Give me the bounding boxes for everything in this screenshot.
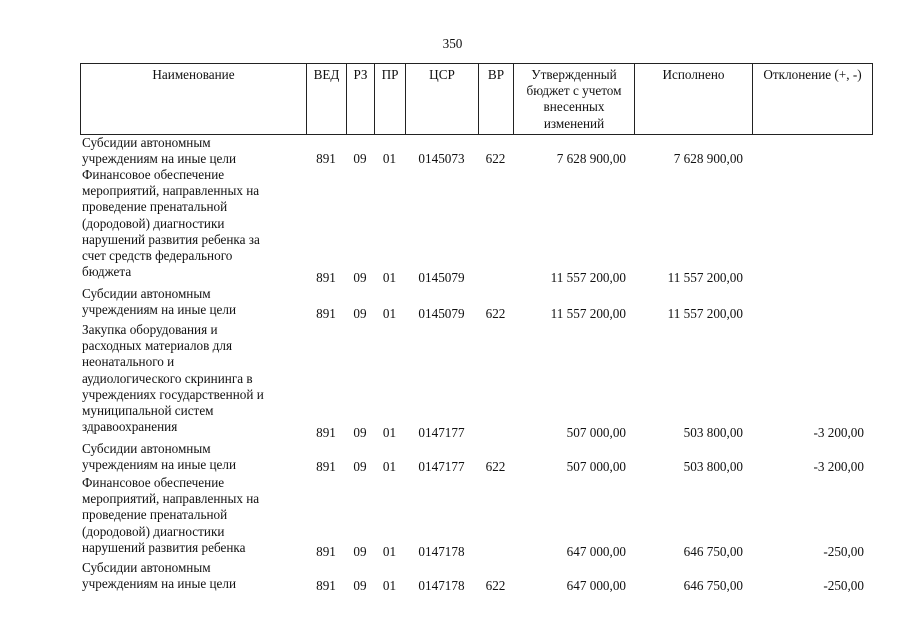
table-header xyxy=(80,63,873,135)
row-rz: 09 xyxy=(353,305,367,321)
row-ved: 891 xyxy=(316,269,336,285)
header-approved: Утвержденный бюджет с учетом внесенных изменений xyxy=(514,64,635,134)
row-pr: 01 xyxy=(382,577,397,593)
row-executed: 503 800,00 xyxy=(683,424,743,440)
row-name: Финансовое обеспечение мероприятий, направленных на проведение пренатальной (дородовой) диагностики нарушений развития ребенка xyxy=(82,475,260,555)
row-rz: 09 xyxy=(353,269,367,285)
row-pr: 01 xyxy=(382,543,397,559)
row-csr: 0147177 xyxy=(418,458,465,474)
row-pr: 01 xyxy=(382,424,397,440)
row-name: Субсидии автономным учреждениям на иные цели xyxy=(82,135,237,167)
row-approved: 647 000,00 xyxy=(566,577,626,593)
table-row xyxy=(0,441,905,475)
row-csr: 0147178 xyxy=(418,543,465,559)
row-rz: 09 xyxy=(353,458,367,474)
row-deviation: -3 200,00 xyxy=(813,458,864,474)
row-rz: 09 xyxy=(353,543,367,559)
row-approved: 7 628 900,00 xyxy=(556,150,626,166)
row-executed: 7 628 900,00 xyxy=(673,150,743,166)
row-rz: 09 xyxy=(353,577,367,593)
header-rz: РЗ xyxy=(347,64,375,134)
row-pr: 01 xyxy=(382,150,397,166)
row-approved: 11 557 200,00 xyxy=(550,269,626,285)
table-row xyxy=(0,560,905,594)
row-pr: 01 xyxy=(382,269,397,285)
row-csr: 0145079 xyxy=(418,305,465,321)
row-rz: 09 xyxy=(353,150,367,166)
row-rz: 09 xyxy=(353,424,367,440)
row-executed: 11 557 200,00 xyxy=(667,305,743,321)
row-pr: 01 xyxy=(382,458,397,474)
row-csr: 0145079 xyxy=(418,269,465,285)
row-ved: 891 xyxy=(316,424,336,440)
row-csr: 0145073 xyxy=(418,150,465,166)
row-approved: 11 557 200,00 xyxy=(550,305,626,321)
row-pr: 01 xyxy=(382,305,397,321)
row-name: Субсидии автономным учреждениям на иные цели xyxy=(82,286,237,318)
row-name: Субсидии автономным учреждениям на иные цели xyxy=(82,441,237,473)
header-name: Наименование xyxy=(81,64,307,134)
table-row xyxy=(0,286,905,322)
table-row xyxy=(0,475,905,560)
row-approved: 507 000,00 xyxy=(566,424,626,440)
row-csr: 0147178 xyxy=(418,577,465,593)
row-approved: 507 000,00 xyxy=(566,458,626,474)
row-deviation: -250,00 xyxy=(823,543,864,559)
row-deviation: -250,00 xyxy=(823,577,864,593)
header-deviation: Отклонение (+, -) xyxy=(763,67,862,82)
table-row xyxy=(0,167,905,286)
row-ved: 891 xyxy=(316,577,336,593)
row-vr: 622 xyxy=(485,305,506,321)
row-approved: 647 000,00 xyxy=(566,543,626,559)
header-ved: ВЕД xyxy=(307,64,347,134)
row-ved: 891 xyxy=(316,458,336,474)
table-body xyxy=(0,135,905,594)
header-csr: ЦСР xyxy=(406,64,479,134)
row-csr: 0147177 xyxy=(418,424,465,440)
row-executed: 646 750,00 xyxy=(683,577,743,593)
row-executed: 11 557 200,00 xyxy=(667,269,743,285)
page-number: 350 xyxy=(442,36,463,51)
row-vr: 622 xyxy=(485,577,506,593)
row-name: Субсидии автономным учреждениям на иные цели xyxy=(82,560,237,592)
row-name: Финансовое обеспечение мероприятий, направленных на проведение пренатальной (дородовой) диагностики нарушений развития ребенка за счет средств федерального бюджета xyxy=(82,167,260,280)
row-vr: 622 xyxy=(485,150,506,166)
header-executed: Исполнено xyxy=(635,64,753,134)
row-ved: 891 xyxy=(316,150,336,166)
row-executed: 646 750,00 xyxy=(683,543,743,559)
header-vr: ВР xyxy=(479,64,514,134)
row-name: Закупка оборудования и расходных материалов для неонатального и аудиологического скрининга в учреждениях государственной и муниципальной систем здравоохранения xyxy=(82,322,264,435)
table-row xyxy=(0,135,905,167)
table-row xyxy=(0,322,905,441)
row-vr: 622 xyxy=(485,458,506,474)
header-pr: ПР xyxy=(375,64,406,134)
row-ved: 891 xyxy=(316,543,336,559)
row-ved: 891 xyxy=(316,305,336,321)
row-executed: 503 800,00 xyxy=(683,458,743,474)
row-deviation: -3 200,00 xyxy=(813,424,864,440)
